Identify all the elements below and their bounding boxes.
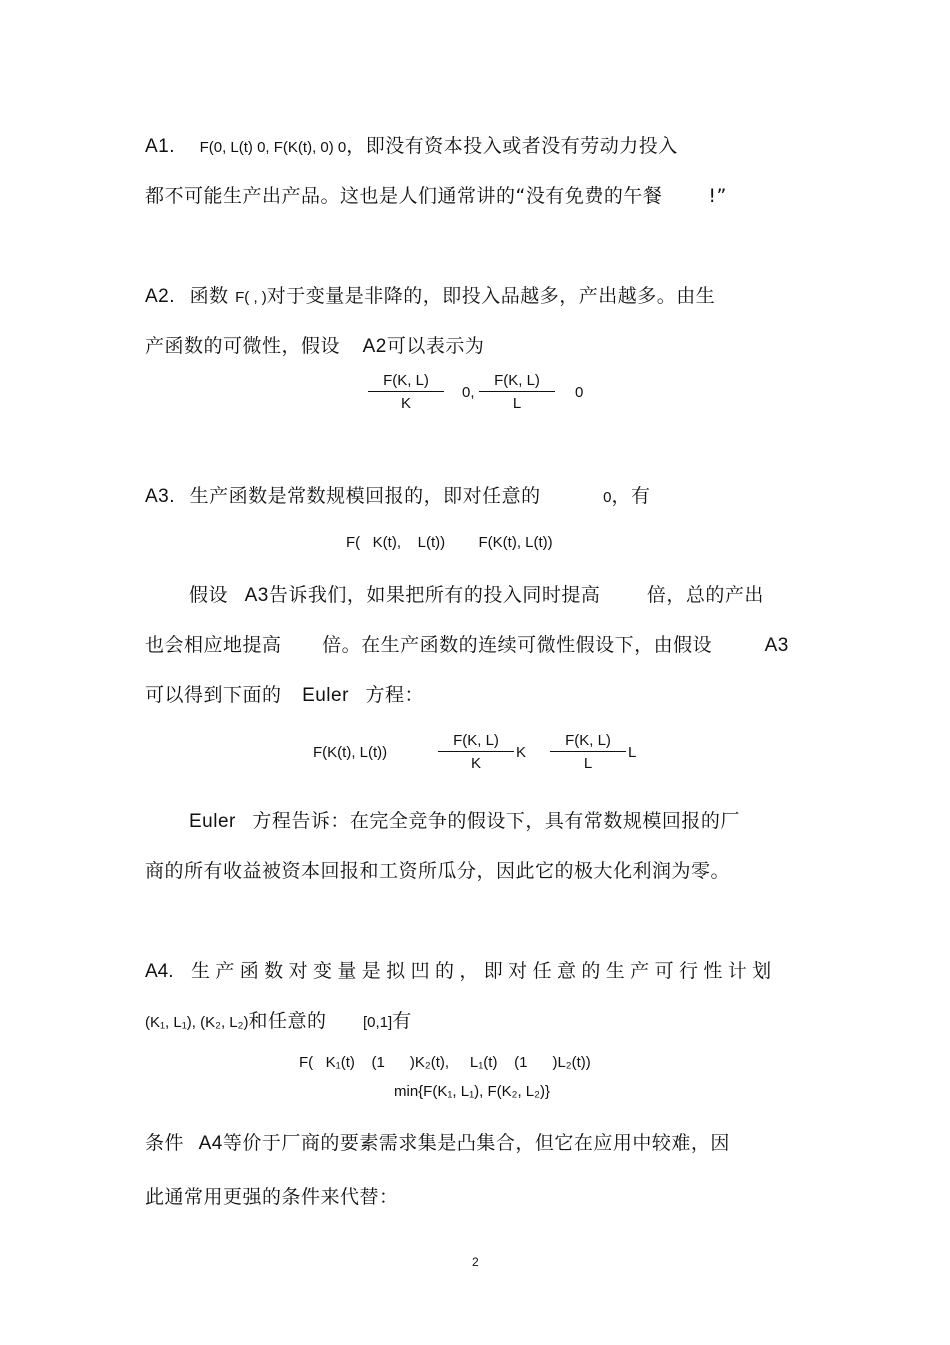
a3-para-3-euler: Euler: [302, 685, 349, 706]
a4-equation-1: F( K₁(t) (1 )K₂(t), L₁(t) (1 )L₂(t)): [299, 1054, 591, 1071]
a4-cond-1a: 条件: [145, 1132, 185, 1154]
a4-cond-line-2: [145, 1182, 399, 1209]
a4-cond-ref: A4: [198, 1133, 223, 1154]
a4-equation-2: min{F(K₁, L₁), F(K₂, L₂)}: [394, 1083, 550, 1100]
a2-text-1b: 对于变量是非降的，即投入品越多，产出越多。由生: [266, 285, 716, 307]
a1-text-1: ，即没有资本投入或者没有劳动力投入: [346, 135, 678, 157]
euler-after-2: L: [628, 744, 637, 761]
a4-cond-2: 此通常用更强的条件来代替：: [145, 1186, 399, 1208]
a1-label: A1.: [145, 136, 176, 157]
a2-line-2: [145, 331, 484, 358]
a1-line-1: [145, 131, 678, 158]
a2-ref: A2: [362, 336, 387, 357]
a3-line-1: [145, 481, 651, 508]
euler-text-1: 方程告诉：在完全竞争的假设下，具有常数规模回报的厂: [252, 810, 740, 832]
a3-equation: F( K(t), L(t)) F(K(t), L(t)): [346, 534, 553, 551]
a3-para-1a: 假设: [189, 584, 229, 606]
a2-fraction-1-bar: [368, 391, 444, 392]
a2-text-1a: 函数: [189, 285, 229, 307]
a2-mid: 0,: [462, 384, 475, 401]
euler-fraction-1: [438, 732, 514, 772]
a4-line-1: [145, 956, 777, 983]
a2-label: A2.: [145, 286, 176, 307]
a2-end: 0: [575, 384, 584, 401]
euler-fraction-2-bar: [550, 751, 626, 752]
a2-text-2a: 产函数的可微性，假设: [145, 335, 341, 357]
euler-word: Euler: [189, 811, 236, 832]
a2-fraction-1: [368, 372, 444, 412]
a2-func: F( , ): [235, 289, 267, 306]
a2-text-2b: 可以表示为: [386, 335, 485, 357]
a3-label: A3.: [145, 486, 176, 507]
a3-para-line-3: [145, 680, 424, 707]
a2-fraction-2-denominator: L: [512, 395, 522, 412]
a4-cond-line-1: [145, 1128, 730, 1155]
euler-text-2: 商的所有收益被资本回报和工资所瓜分，因此它的极大化利润为零。: [145, 860, 731, 882]
a4-line-2: [145, 1006, 412, 1033]
a2-fraction-2-numerator: F(K, L): [494, 372, 540, 389]
euler-line-2: [145, 856, 730, 883]
euler-line-1: [189, 806, 740, 833]
a3-para-2ref: A3: [764, 635, 789, 656]
a3-para-3b: 方程：: [365, 684, 424, 706]
a3-para-line-1: [189, 580, 764, 607]
a4-text-1: 生产函数对变量是拟凹的，即对任意的生产可行性计划: [190, 960, 777, 982]
a3-text-1-end: ，有: [611, 485, 651, 507]
a2-fraction-2: [479, 372, 555, 412]
a4-text-2a: 和任意的: [248, 1010, 327, 1032]
euler-fraction-1-bar: [438, 751, 514, 752]
euler-fraction-1-denominator: K: [470, 755, 481, 772]
a4-interval: [0,1]: [363, 1014, 393, 1031]
a3-para-2b: 倍。在生产函数的连续可微性假设下，由假设: [322, 634, 713, 656]
a3-para-1c: 倍，总的产出: [646, 584, 764, 606]
a3-para-ref: A3: [244, 585, 269, 606]
a3-para-3a: 可以得到下面的: [145, 684, 282, 706]
a4-cond-1b: 等价于厂商的要素需求集是凸集合，但它在应用中较难，因: [222, 1132, 730, 1154]
a4-label: A4.: [145, 961, 174, 982]
a2-fraction-1-denominator: K: [400, 395, 411, 412]
euler-fraction-2-denominator: L: [583, 755, 593, 772]
a1-text-2-end: !”: [708, 185, 727, 207]
euler-after-1: K: [516, 744, 527, 761]
a1-formula: F(0, L(t) 0, F(K(t), 0) 0: [199, 139, 347, 156]
euler-fraction-2: [550, 732, 626, 772]
page-number: 2: [472, 1255, 479, 1269]
a2-fraction-2-bar: [479, 391, 555, 392]
a3-zero: 0: [603, 489, 612, 506]
euler-lhs: F(K(t), L(t)): [313, 744, 388, 761]
a1-text-2: 都不可能生产出产品。这也是人们通常讲的“没有免费的午餐: [145, 185, 663, 207]
euler-fraction-1-numerator: F(K, L): [453, 732, 499, 749]
a3-para-line-2: [145, 630, 789, 657]
a2-fraction-1-numerator: F(K, L): [383, 372, 429, 389]
euler-fraction-2-numerator: F(K, L): [565, 732, 611, 749]
a2-line-1: [145, 281, 715, 308]
a3-para-1b: 告诉我们，如果把所有的投入同时提高: [268, 584, 601, 606]
a3-para-2a: 也会相应地提高: [145, 634, 282, 656]
a1-line-2: [145, 181, 727, 208]
a4-plans: (K₁, L₁), (K₂, L₂): [145, 1014, 249, 1031]
a3-text-1: 生产函数是常数规模回报的，即对任意的: [189, 485, 541, 507]
a4-text-2b: 有: [392, 1010, 412, 1032]
